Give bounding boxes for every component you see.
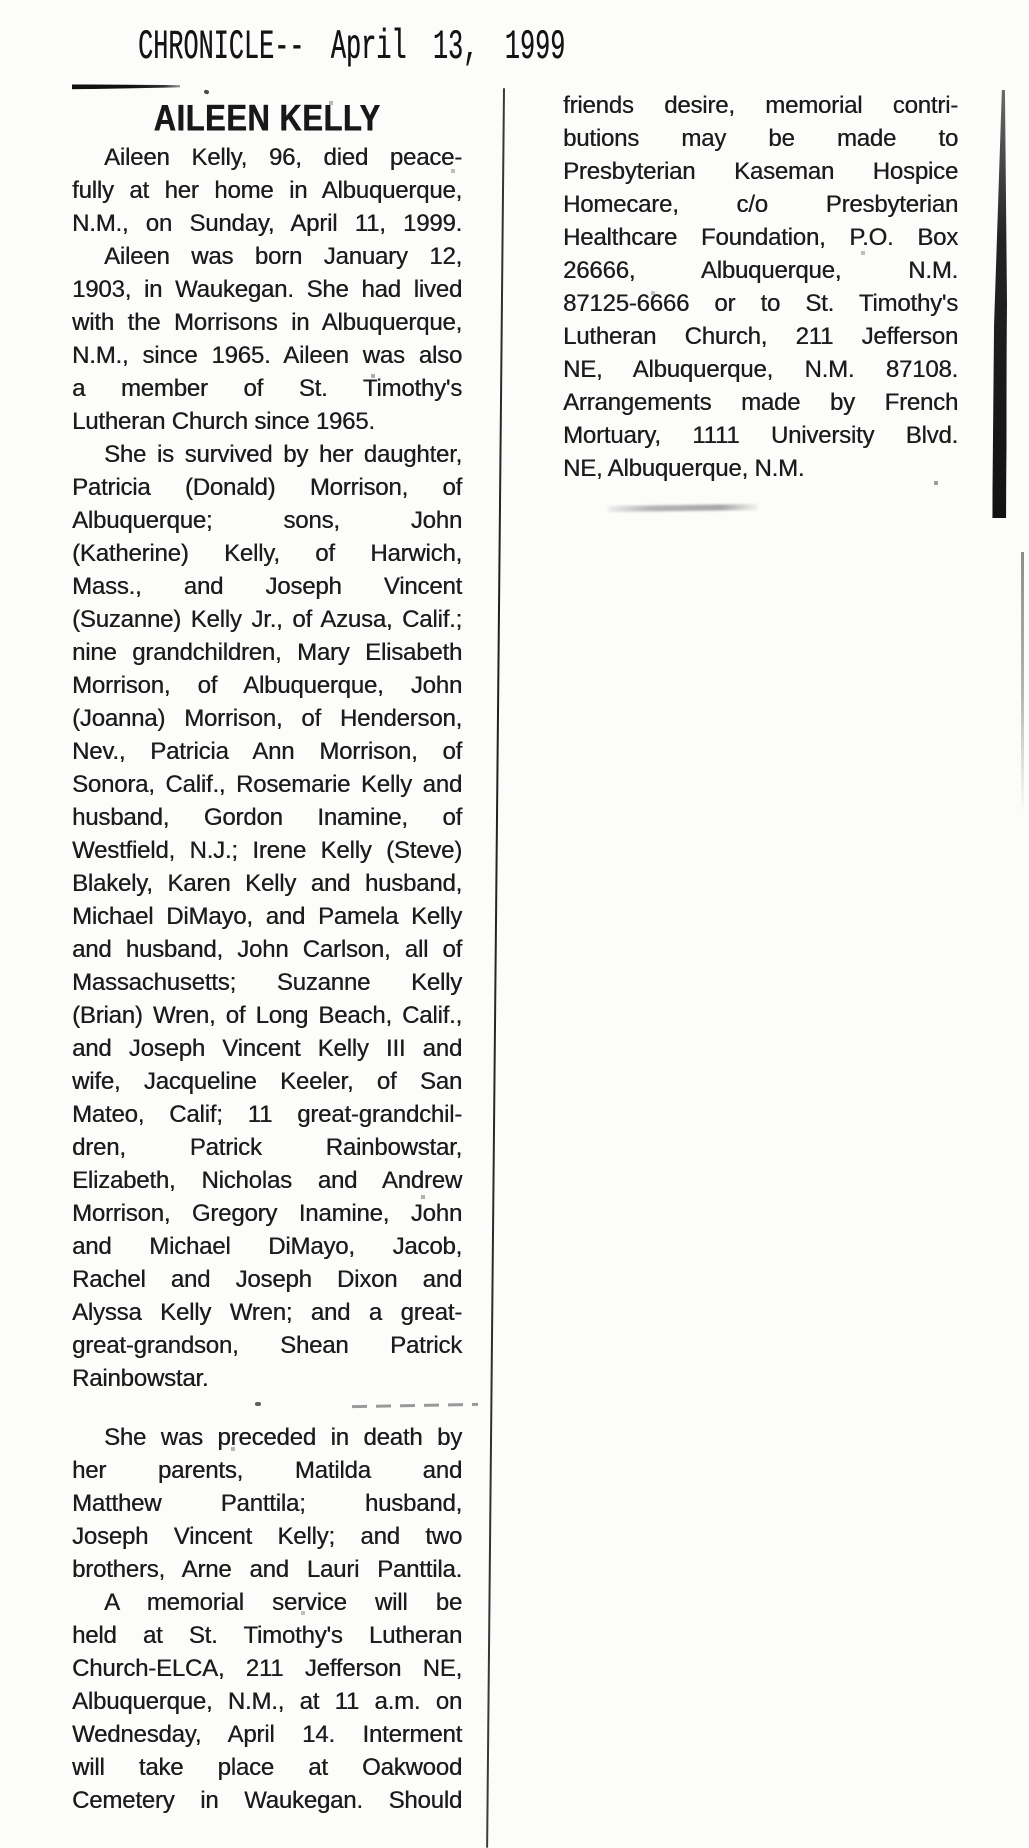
left-column-text [72,141,462,1817]
paragraph [72,1586,462,1817]
text-line: Westfield, N.J.; Irene Kelly (Steve) [72,837,462,864]
text-line: She is survived by her daughter, [104,441,462,468]
text-line: (Joanna) Morrison, of Henderson, [72,705,462,732]
text-line: NE, Albuquerque, N.M. 87108. [563,356,958,383]
scan-edge-bar [992,90,1007,518]
text-line: Rachel and Joseph Dixon and [72,1266,462,1293]
text-line: Michael DiMayo, and Pamela Kelly [72,903,462,930]
right-column-text [563,89,958,485]
text-line: Wednesday, April 14. Interment [72,1721,462,1748]
text-line: Blakely, Karen Kelly and husband, [72,870,462,897]
text-line: Patricia (Donald) Morrison, of [72,474,462,501]
text-line: Church-ELCA, 211 Jefferson NE, [72,1655,462,1682]
text-line: Albuquerque; sons, John [72,507,462,534]
text-line: (Suzanne) Kelly Jr., of Azusa, Calif.; [72,606,462,633]
text-line: She was preceded in death by [104,1424,462,1451]
text-line: 87125-6666 or to St. Timothy's [563,290,958,317]
paragraph [72,438,462,1395]
text-line: N.M., since 1965. Aileen was also [72,342,462,369]
text-line: Morrison, Gregory Inamine, John [72,1200,462,1227]
obituary-title: AILEEN KELLY [153,96,381,139]
text-line: NE, Albuquerque, N.M. [563,455,805,482]
text-line: brothers, Arne and Lauri Panttila. [72,1556,462,1583]
text-line: Sonora, Calif., Rosemarie Kelly and [72,771,462,798]
text-line: a member of St. Timothy's [72,375,462,402]
paragraph [72,240,462,438]
text-line: her parents, Matilda and [72,1457,462,1484]
text-line: Homecare, c/o Presbyterian [563,191,958,218]
text-line: will take place at Oakwood [72,1754,462,1781]
right-column [563,89,958,485]
text-line: A memorial service will be [104,1589,462,1616]
text-line: and Michael DiMayo, Jacob, [72,1233,462,1260]
text-line: with the Morrisons in Albuquerque, [72,309,462,336]
text-line: butions may be made to [563,125,958,152]
text-line: Albuquerque, N.M., at 11 a.m. on [72,1688,462,1715]
text-line: Cemetery in Waukegan. Should [72,1787,462,1814]
text-line: Morrison, of Albuquerque, John [72,672,462,699]
paragraph [563,89,958,485]
text-line: fully at her home in Albuquerque, [72,177,462,204]
text-line: Joseph Vincent Kelly; and two [72,1523,462,1550]
text-line: Lutheran Church since 1965. [72,408,375,435]
text-line: Arrangements made by French [563,389,958,416]
text-line: Mass., and Joseph Vincent [72,573,462,600]
text-line: wife, Jacqueline Keeler, of San [72,1068,462,1095]
text-line: Rainbowstar. [72,1365,209,1392]
text-line: nine grandchildren, Mary Elisabeth [72,639,462,666]
text-line: great-grandson, Shean Patrick [72,1332,462,1359]
text-line: and Joseph Vincent Kelly III and [72,1035,462,1062]
text-line: (Brian) Wren, of Long Beach, Calif., [72,1002,462,1029]
text-line: friends desire, memorial contri- [563,92,958,119]
horizontal-rule [72,84,180,90]
text-line: Alyssa Kelly Wren; and a great- [72,1299,462,1326]
text-line: Elizabeth, Nicholas and Andrew [72,1167,462,1194]
paragraph [72,1421,462,1586]
text-line: held at St. Timothy's Lutheran [72,1622,462,1649]
scan-edge-bar-tail [1021,552,1024,812]
paragraph [72,141,462,240]
text-line: Massachusetts; Suzanne Kelly [72,969,462,996]
left-column [72,98,462,1817]
text-line: Matthew Panttila; husband, [72,1490,462,1517]
text-line: Healthcare Foundation, P.O. Box [563,224,958,251]
text-line: (Katherine) Kelly, of Harwich, [72,540,462,567]
text-line: Presbyterian Kaseman Hospice [563,158,958,185]
text-line: Aileen was born January 12, [104,243,462,270]
text-line: husband, Gordon Inamine, of [72,804,462,831]
text-line: and husband, John Carlson, all of [72,936,462,963]
text-line: Mortuary, 1111 University Blvd. [563,422,958,449]
text-line: Nev., Patricia Ann Morrison, of [72,738,462,765]
text-line: dren, Patrick Rainbowstar, [72,1134,462,1161]
scan-noise-specks [0,0,2,2]
text-line: Mateo, Calif; 11 great-grandchil- [72,1101,462,1128]
text-line: 26666, Albuquerque, N.M. [563,257,958,284]
column-divider-line [486,88,505,1848]
masthead-date: CHRONICLE-- April 13, 1999 [138,23,566,71]
text-line: N.M., on Sunday, April 11, 1999. [72,210,462,237]
text-line: Lutheran Church, 211 Jefferson [563,323,958,350]
text-line: 1903, in Waukegan. She had lived [72,276,462,303]
text-line: Aileen Kelly, 96, died peace- [104,144,462,171]
scan-smudge [608,504,758,512]
ink-speck [203,89,209,94]
